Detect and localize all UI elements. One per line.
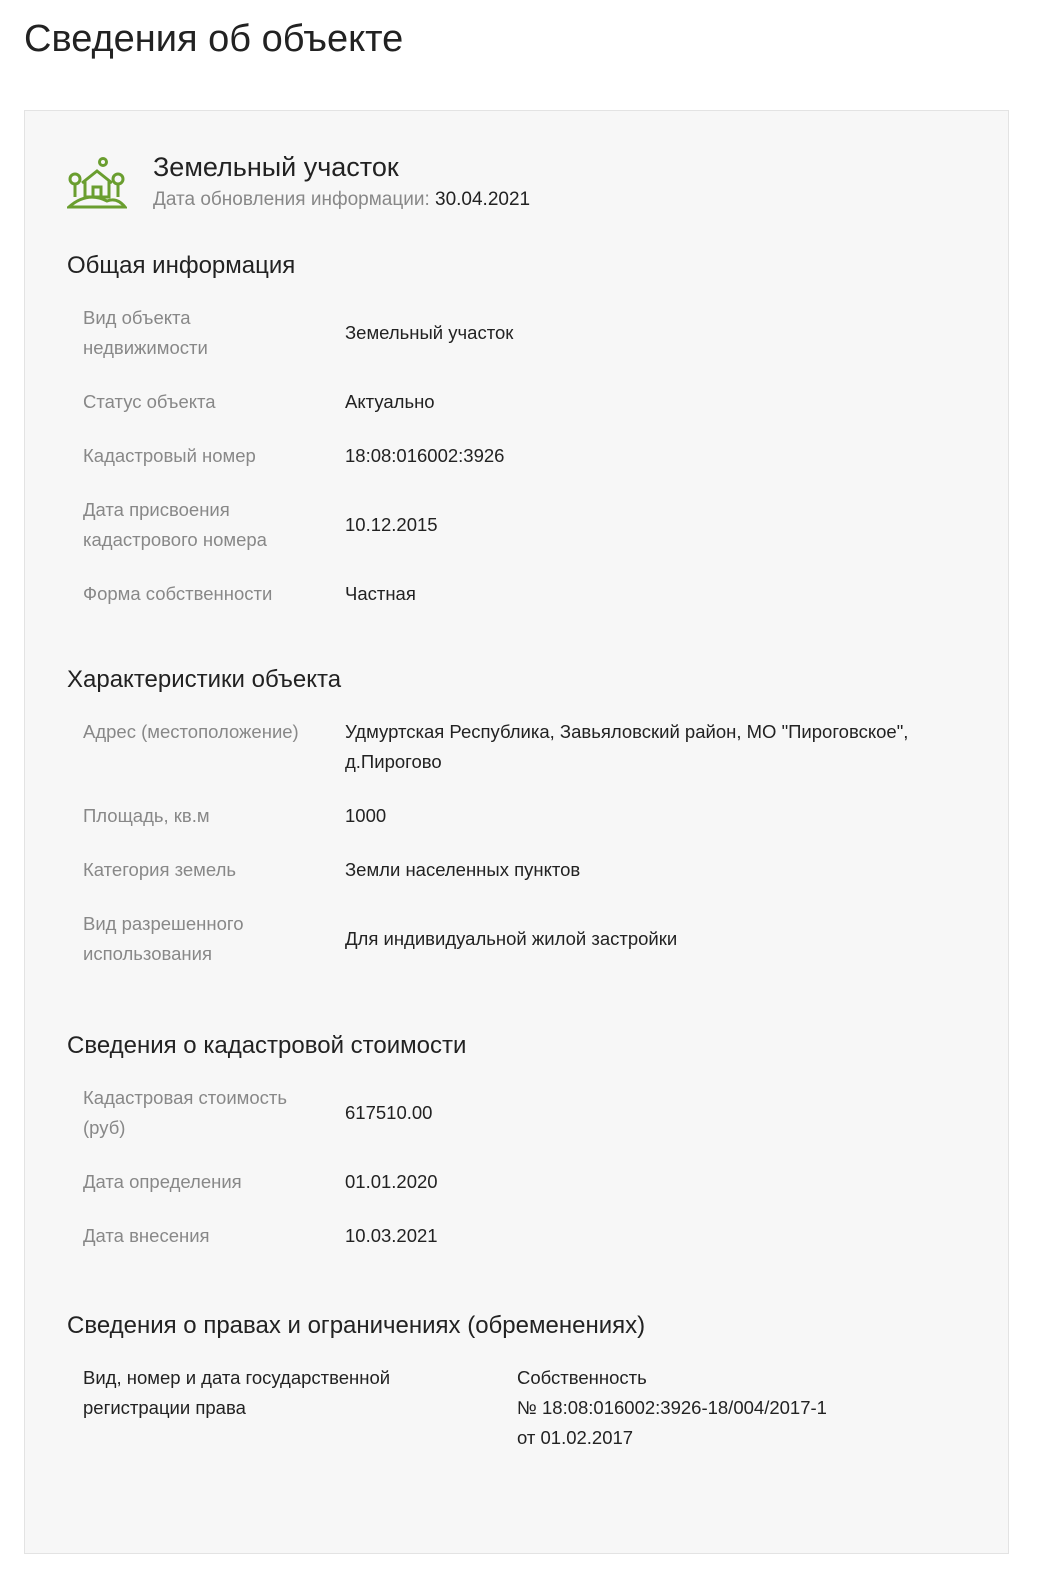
info-row <box>67 567 987 621</box>
row-label: Дата определения <box>83 1171 242 1192</box>
row-value: 1000 <box>345 805 387 826</box>
section-title: Характеристики объекта <box>67 666 342 693</box>
row-value: 18:08:016002:3926 <box>345 445 505 466</box>
row-label: Дата присвоения кадастрового номера <box>83 499 267 550</box>
page-title: Сведения об объекте <box>24 18 404 60</box>
rights-row <box>67 1351 987 1465</box>
row-value: Земли населенных пунктов <box>345 859 581 880</box>
update-label: Дата обновления информации: <box>153 189 430 210</box>
row-label: Адрес (местоположение) <box>83 721 299 742</box>
section-characteristics <box>67 665 987 981</box>
section-general <box>67 251 987 621</box>
row-label: Категория земель <box>83 859 237 880</box>
info-row <box>67 789 987 843</box>
section-cost <box>67 1031 987 1263</box>
land-plot-icon <box>67 157 127 213</box>
row-value: Частная <box>345 583 416 604</box>
object-title: Земельный участок <box>153 152 399 182</box>
row-label: Вид разрешенного использования <box>83 913 244 964</box>
row-label: Кадастровый номер <box>83 445 256 466</box>
update-info <box>153 185 530 215</box>
row-label: Статус объекта <box>83 391 216 412</box>
info-row <box>67 291 987 375</box>
row-value <box>517 1363 987 1453</box>
info-row <box>67 1071 987 1155</box>
row-label: Кадастровая стоимость (руб) <box>83 1087 288 1138</box>
info-row <box>67 483 987 567</box>
row-value: 10.12.2015 <box>345 514 438 535</box>
section-rights <box>67 1311 987 1465</box>
row-value: Актуально <box>345 391 435 412</box>
row-value: Для индивидуальной жилой застройки <box>345 928 678 949</box>
row-value: 10.03.2021 <box>345 1225 438 1246</box>
object-card <box>24 110 1009 1554</box>
info-row <box>67 897 987 981</box>
right-number: № 18:08:016002:3926-18/004/2017-1 <box>517 1397 827 1418</box>
row-label: Дата внесения <box>83 1225 210 1246</box>
object-header <box>67 151 530 215</box>
row-value: Удмуртская Республика, Завьяловский район, МО "Пироговское", д.Пирогово <box>345 721 909 772</box>
info-row <box>67 843 987 897</box>
info-row <box>67 1209 987 1263</box>
row-value: Земельный участок <box>345 322 514 343</box>
section-title: Сведения о правах и ограничениях (обременениях) <box>67 1312 646 1339</box>
row-label: Вид, номер и дата государственной регистрации права <box>83 1367 391 1418</box>
row-label: Форма собственности <box>83 583 273 604</box>
info-row <box>67 375 987 429</box>
row-label: Площадь, кв.м <box>83 805 210 826</box>
row-label: Вид объекта недвижимости <box>83 307 208 358</box>
section-title: Общая информация <box>67 252 296 279</box>
section-title: Сведения о кадастровой стоимости <box>67 1032 467 1059</box>
update-date: 30.04.2021 <box>435 189 531 210</box>
info-row <box>67 705 987 789</box>
info-row <box>67 1155 987 1209</box>
right-type: Собственность <box>517 1367 647 1388</box>
right-date: от 01.02.2017 <box>517 1427 634 1448</box>
info-row <box>67 429 987 483</box>
row-value: 01.01.2020 <box>345 1171 438 1192</box>
row-value: 617510.00 <box>345 1102 433 1123</box>
